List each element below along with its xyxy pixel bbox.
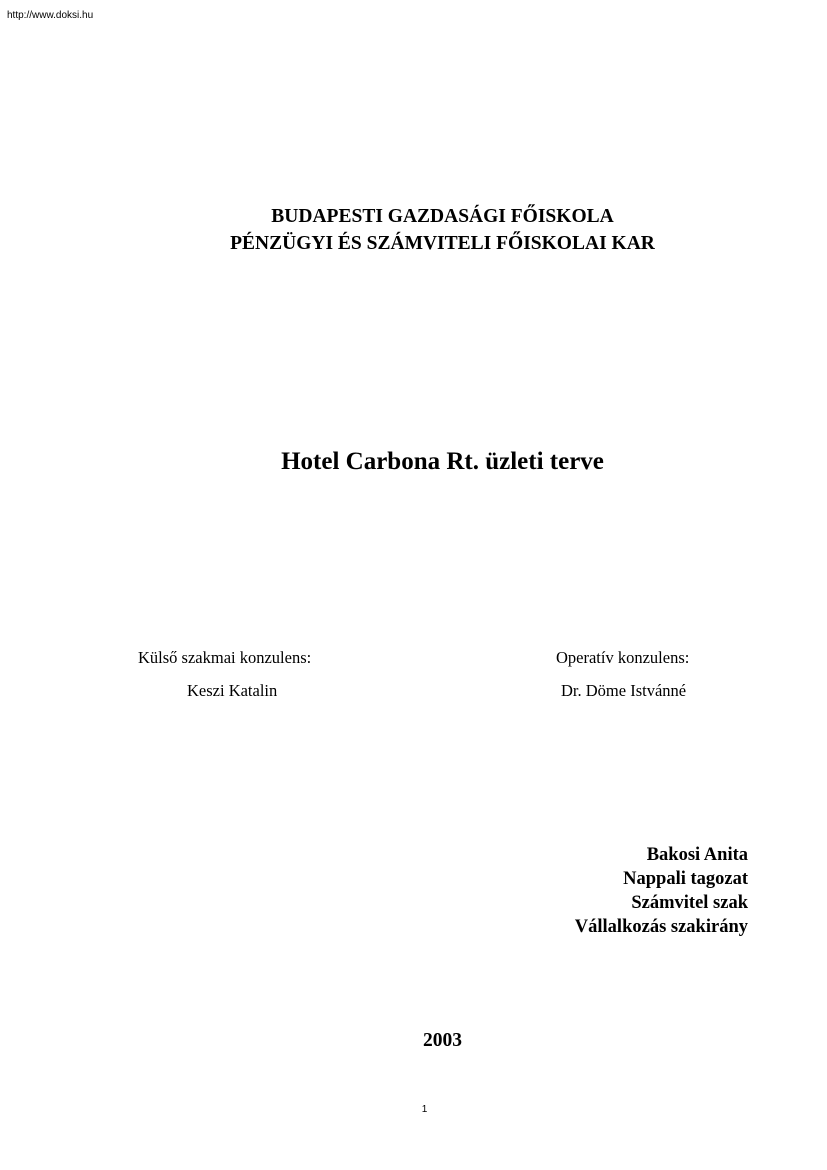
specialization: Vállalkozás szakirány: [574, 917, 748, 937]
external-consultant-name: Keszi Katalin: [187, 681, 278, 700]
major: Számvitel szak: [631, 893, 748, 913]
operative-consultant-name: Dr. Döme Istvánné: [561, 681, 687, 700]
document-title: Hotel Carbona Rt. üzleti terve: [281, 448, 604, 475]
faculty-name: PÉNZÜGYI ÉS SZÁMVITELI FŐISKOLAI KAR: [230, 233, 655, 254]
study-mode: Nappali tagozat: [623, 869, 748, 889]
source-url: http://www.doksi.hu: [7, 10, 94, 21]
operative-consultant-label: Operatív konzulens:: [556, 648, 690, 667]
year: 2003: [423, 1030, 462, 1051]
page-number: 1: [421, 1104, 428, 1115]
external-consultant-label: Külső szakmai konzulens:: [138, 648, 312, 667]
author-name: Bakosi Anita: [646, 845, 748, 865]
institution-name: BUDAPESTI GAZDASÁGI FŐISKOLA: [271, 206, 614, 227]
